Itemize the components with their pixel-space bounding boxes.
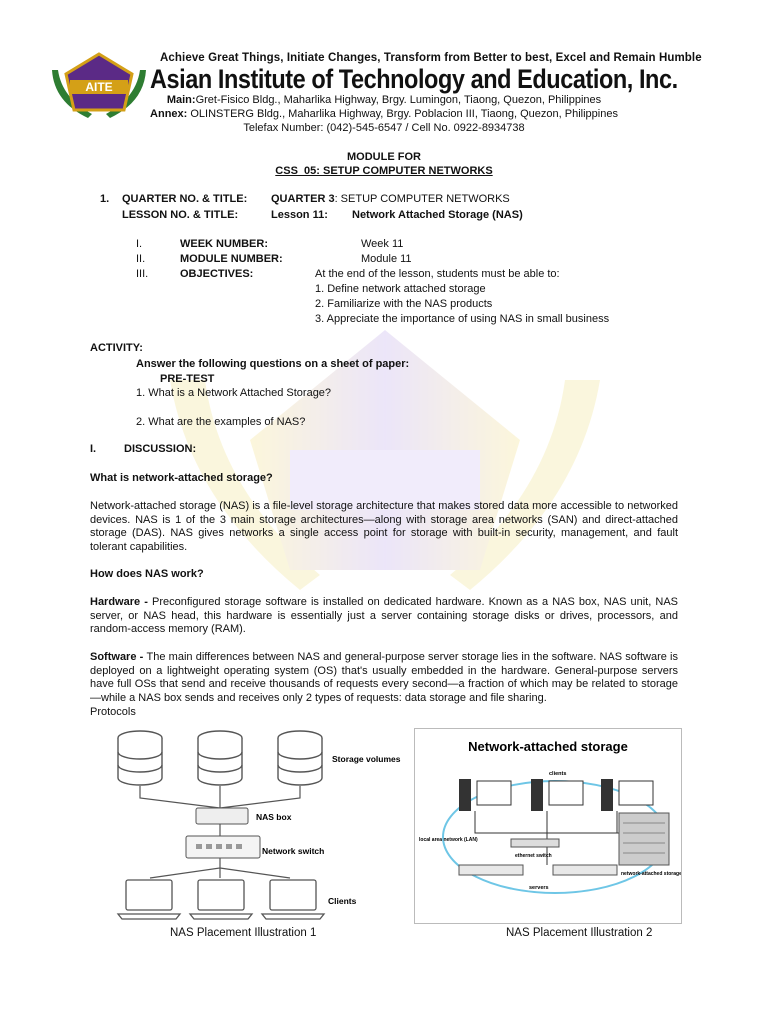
storage-volumes-label: Storage volumes xyxy=(332,754,401,764)
nas-illustration-2 xyxy=(414,728,682,924)
objective-item: 3. Appreciate the importance of using NAS in small business xyxy=(315,313,610,325)
main-address-text: Gret-Fisico Bldg., Maharlika Highway, Brgy. Lumingon, Tiaong, Quezon, Philippines xyxy=(195,94,602,106)
clients-label: Clients xyxy=(328,896,357,906)
logo-text: AITE xyxy=(85,80,113,94)
ethernet-switch-icon xyxy=(511,839,559,847)
paragraph-nas-definition: Network-attached storage (NAS) is a file-level storage architecture that makes stored data more accessible to networked devices. NAS is 1 of the 3 main storage architectures—along with storage area networks (SAN) and direct-attached storage (DAS). NAS gives networks a single access point for storage with built-in security, management, and fault tolerant capabilities. xyxy=(90,500,678,553)
figure2-title: Network-attached storage xyxy=(468,739,628,754)
institution-name: Asian Institute of Technology and Education, Inc. xyxy=(150,64,678,94)
quarter-number: 1. xyxy=(100,193,110,205)
discussion-heading: DISCUSSION: xyxy=(124,443,197,455)
item-value: Module 11 xyxy=(361,253,412,265)
network-switch-label: Network switch xyxy=(262,846,325,856)
question-how-nas-works: How does NAS work? xyxy=(90,568,204,580)
item-label: MODULE NUMBER: xyxy=(180,253,283,265)
paragraph-hardware xyxy=(90,596,678,637)
activity-heading: ACTIVITY: xyxy=(90,342,143,354)
hardware-text: Preconfigured storage software is installed on dedicated hardware. Known as a NAS box, NAS unit, NAS server, or NAS head, this hardware is essentially just a server containing storage disks or drives, processors, and random-access memory (RAM). xyxy=(90,596,678,635)
nas-box-label: NAS box xyxy=(256,812,292,822)
activity-instruction: Answer the following questions on a sheet of paper: xyxy=(136,358,410,370)
question-2: 2. What are the examples of NAS? xyxy=(136,416,306,428)
objective-item: 1. Define network attached storage xyxy=(315,283,486,295)
question-1: 1. What is a Network Attached Storage? xyxy=(136,387,332,399)
servers-label: servers xyxy=(529,885,549,891)
clients-desktop-icon xyxy=(459,779,653,811)
storage-volumes-icon xyxy=(118,731,322,785)
annex-label: Annex: xyxy=(150,108,188,120)
discussion-num: I. xyxy=(90,443,97,455)
lesson-label: LESSON NO. & TITLE: xyxy=(122,209,239,221)
quarter-value-rest: : SETUP COMPUTER NETWORKS xyxy=(334,193,510,205)
clients-label: clients xyxy=(549,771,567,777)
item-value: At the end of the lesson, students must be able to: xyxy=(315,268,560,280)
main-label: Main: xyxy=(166,94,196,106)
protocols-label: Protocols xyxy=(90,706,136,718)
caption-2: NAS Placement Illustration 2 xyxy=(506,927,653,939)
nas-label: network-attached storage xyxy=(621,871,681,877)
module-line2: CSS_05: SETUP COMPUTER NETWORKS xyxy=(275,165,493,177)
lan-label: local area network (LAN) xyxy=(419,837,478,843)
software-text: The main differences between NAS and general-purpose server storage lies in the software. NAS software is deployed on a lightweight operating system (OS) that's usually embedded in the hardware. General-purpose servers have full OSs that send and receive thousands of requests every second—a fraction of which may be related to storage—while a NAS box sends and receives only 2 types of requests: data storage and file sharing. xyxy=(90,651,678,704)
switch-label: ethernet switch xyxy=(515,853,552,859)
server-icon xyxy=(459,865,523,875)
lesson-title: Network Attached Storage (NAS) xyxy=(352,209,523,221)
annex-address xyxy=(0,108,768,120)
server-icon xyxy=(553,865,617,875)
annex-address-text: OLINSTERG Bldg., Maharlika Highway, Brgy. Poblacion III, Tiaong, Quezon, Philippines xyxy=(187,108,618,120)
pretest-heading: PRE-TEST xyxy=(160,373,215,385)
item-value: Week 11 xyxy=(361,238,404,250)
item-num: III. xyxy=(136,268,149,280)
item-label: WEEK NUMBER: xyxy=(180,238,268,250)
item-num: II. xyxy=(136,253,146,265)
item-label: OBJECTIVES: xyxy=(180,268,254,280)
motto: Achieve Great Things, Initiate Changes, Transform from Better to best, Excel and Remain Humble xyxy=(160,52,702,64)
item-num: I. xyxy=(136,238,143,250)
hardware-label: Hardware - xyxy=(90,596,152,608)
quarter-value xyxy=(271,193,510,205)
lesson-value: Lesson 11: xyxy=(271,209,328,221)
objective-item: 2. Familiarize with the NAS products xyxy=(315,298,493,310)
software-label: Software - xyxy=(90,651,147,663)
nas-rack-icon xyxy=(619,813,669,865)
telefax: Telefax Number: (042)-545-6547 / Cell No. 0922-8934738 xyxy=(243,122,525,134)
paragraph-software xyxy=(90,651,678,705)
clients-laptop-icon xyxy=(118,880,324,919)
quarter-label: QUARTER NO. & TITLE: xyxy=(122,193,248,205)
nas-illustration-1 xyxy=(110,728,410,928)
quarter-value-bold: QUARTER 3 xyxy=(271,193,335,205)
caption-1: NAS Placement Illustration 1 xyxy=(170,927,317,939)
main-address xyxy=(0,94,768,106)
nas-box-icon xyxy=(196,808,248,824)
module-line1: MODULE FOR xyxy=(347,151,421,163)
question-what-is-nas: What is network-attached storage? xyxy=(90,472,273,484)
